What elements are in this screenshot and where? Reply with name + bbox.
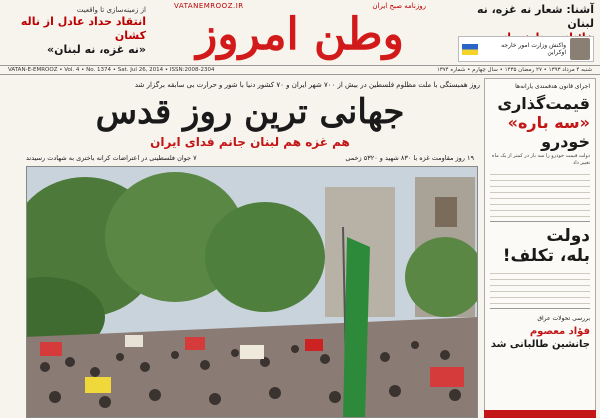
left-teaser-line2: «نه غزه، نه لبنان»	[47, 43, 146, 56]
logo: وطن امروز	[196, 9, 404, 60]
side-small-2: بررسی تحولات عراق	[537, 315, 590, 322]
right-box-text: واکنش وزارت امور خارجه اوکراین	[501, 42, 566, 56]
logo-block	[150, 0, 450, 60]
side-bottom-band	[484, 410, 596, 418]
lead-left: ۷ جوان فلسطینی در اعتراضات کرانه باختری به شهادت رسیدند	[26, 154, 197, 162]
main-headline: جهانی ترین روز قدس	[95, 92, 405, 132]
side-headline-2b: بله، تکلف!	[502, 246, 590, 266]
side-headline-1b: «سه باره»	[507, 113, 590, 132]
side-headline-1	[485, 91, 595, 151]
main-subhead: هم غزه هم لبنان جانم فدای ایران	[150, 135, 350, 149]
right-teaser-line1: آشنا: شعار نه غزه، نه لبنان	[476, 3, 594, 30]
side-headline-3: فؤاد معصوم	[529, 326, 590, 337]
lead-right: ۱۹ روز مقاومت غزه با ۸۳۰ شهید و ۵۳۲۰ زخمی	[345, 154, 474, 162]
right-teaser-box	[458, 36, 594, 62]
dateline-persian: شنبه ۴ مرداد ۱۳۹۳ • ۲۷ رمضان ۱۴۳۵ • سال چهارم • شماره ۱۳۷۴	[436, 67, 592, 73]
side-kicker: اجرای قانون هدفمندی یارانه‌ها	[515, 83, 590, 90]
side-separator-2	[490, 308, 590, 309]
side-headline-1c: خودرو	[541, 132, 590, 151]
left-teaser	[6, 6, 146, 57]
side-column	[484, 78, 596, 418]
left-teaser-line1: انتقاد حداد عادل از ناله کشان	[20, 15, 146, 42]
rally-photo-illustration	[26, 167, 477, 418]
side-separator	[490, 221, 590, 222]
site-url: VATANEMROOZ.IR	[174, 2, 244, 10]
side-body-filler-2	[490, 268, 590, 304]
side-headline-4: جانشین طالبانی شد	[490, 339, 590, 350]
side-body-1: دولت قیمت خودرو را سه بار در کمتر از یک ماه تغییر داد	[491, 153, 590, 166]
main-kicker: روز همبستگی با ملت مظلوم فلسطین در بیش از ۷۰۰ شهر ایران و ۷۰ کشور دنیا با شور و حرارت بی سابقه برگزار شد	[134, 81, 480, 89]
masthead	[0, 0, 600, 66]
side-headline-2a: دولت	[546, 226, 590, 246]
left-teaser-small: از زمینه‌سازی تا واقعیت	[76, 6, 146, 14]
side-headline-1a: قیمت‌گذاری	[497, 94, 590, 113]
ukraine-flag-icon	[462, 44, 478, 55]
dateline	[0, 66, 600, 75]
main-story	[20, 78, 480, 418]
side-body-filler	[490, 169, 590, 217]
rally-photo	[26, 166, 478, 418]
dateline-latin: VATAN-E-EMROOZ • Vol. 4 • No. 1374 • Sat. Jul 26, 2014 • ISSN:2008-2304	[8, 67, 215, 73]
lead-row	[20, 153, 480, 163]
portrait-icon	[570, 38, 590, 60]
tagline: روزنامه صبح ایران	[372, 2, 426, 10]
